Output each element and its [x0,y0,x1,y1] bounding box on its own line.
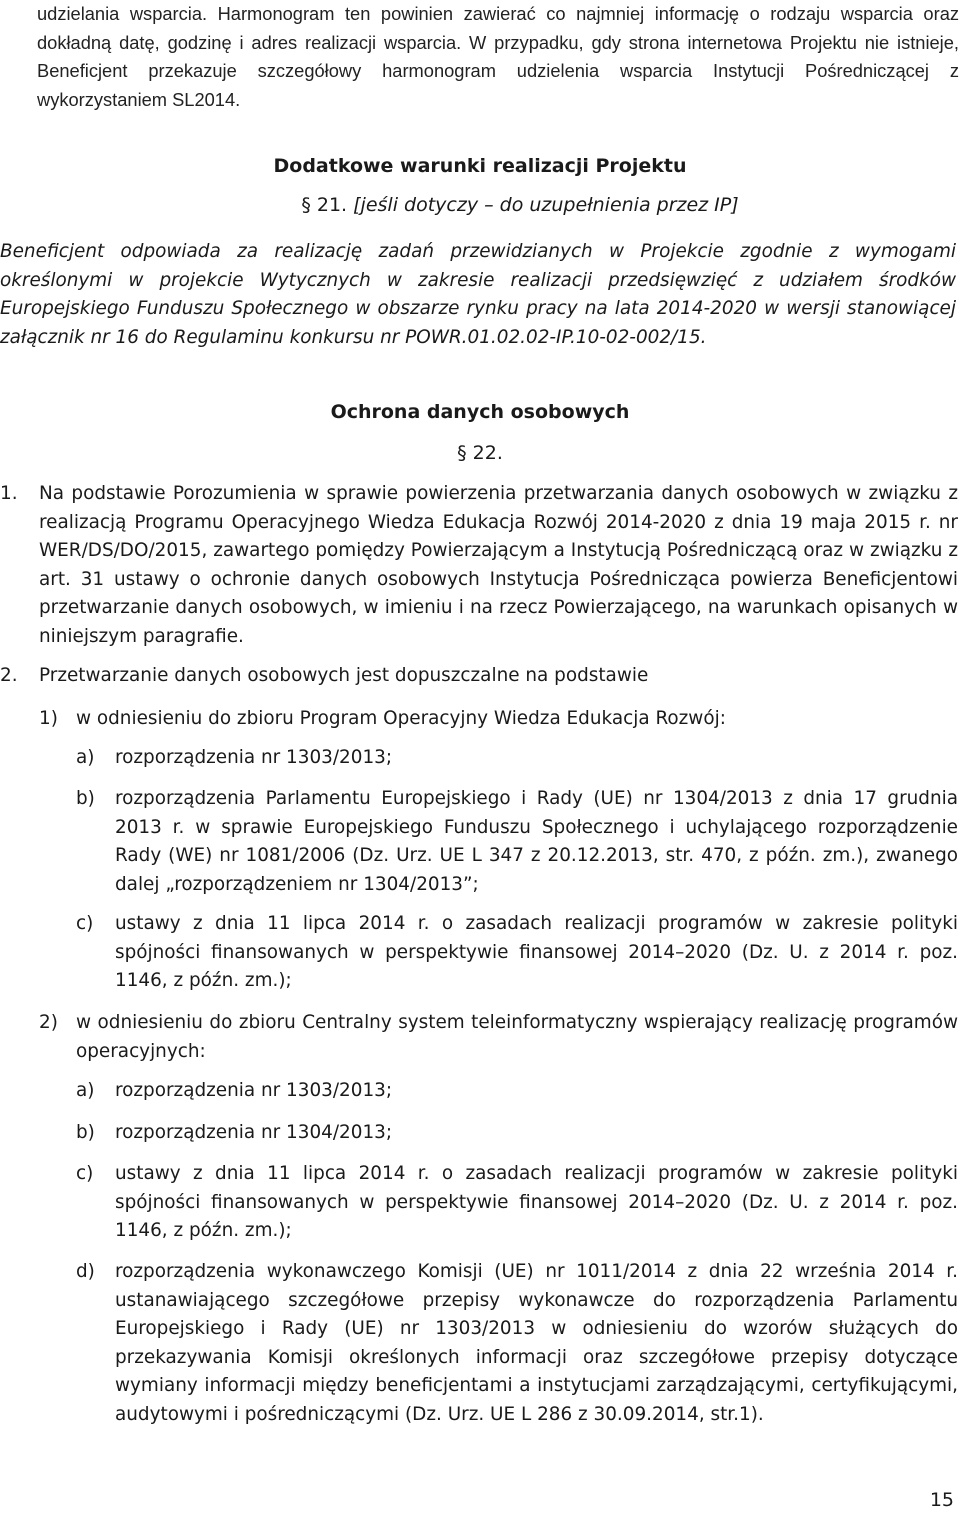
sub-1-text: w odniesieniu do zbioru Program Operacyjny Wiedza Edukacja Rozwój: [76,708,726,729]
section-21-title: Dodatkowe warunki realizacji Projektu [273,155,687,177]
page-number: 15 [929,1489,954,1511]
list-item-sub-2-b [76,1119,958,1148]
intro-paragraph: udzielania wsparcia. Harmonogram ten powinien zawierać co najmniej informację o rodzaju wsparcia oraz dokładną datę, godzinę i adres realizacji wsparcia. W przypadku, gdy strona internetowa Projektu nie istnieje, Beneficjent przekazuje szczegółowy harmonogram udzielenia wsparcia Instytucji Pośredniczącej z wykorzystaniem SL2014. [37,3,959,110]
sub-1-c-text: ustawy z dnia 11 lipca 2014 r. o zasadach realizacji programów w zakresie polityki spójności finansowanych w perspektywie finansowej 2014–2020 (Dz. U. z 2014 r. poz. 1146, z późn. zm.); [115,913,958,991]
list-item-sub-1-a [76,744,958,773]
sub-2-text: w odniesieniu do zbioru Centralny system teleinformatyczny wspierający realizację programów operacyjnych: [76,1012,958,1062]
section-21-note: [jeśli dotyczy – do uzupełnienia przez IP] [353,194,739,216]
sub-2-c-marker: c) [76,1163,94,1184]
sub-2-d-text: rozporządzenia wykonawczego Komisji (UE) nr 1011/2014 z dnia 22 września 2014 r. ustanawiającego szczegółowe przepisy wykonawcze do rozporządzenia Parlamentu Europejskiego i Rady (UE) nr 1303/2013 w odniesieniu do wzorów służących do przekazywania Komisji określonych informacji oraz szczegółowe przepisy dotyczące wymiany informacji między beneficjentami a instytucjami zarządzającymi, certyfikującymi, audytowymi i pośredniczącymi (Dz. Urz. UE L 286 z 30.09.2014, str.1). [115,1261,958,1425]
list-item-sub-1-b [76,785,958,899]
sub-2-b-text: rozporządzenia nr 1304/2013; [115,1122,393,1143]
sub-2-b-marker: b) [76,1122,95,1143]
sub-1-marker: 1) [39,708,58,729]
sub-2-a-text: rozporządzenia nr 1303/2013; [115,1080,393,1101]
point-2-text: Przetwarzanie danych osobowych jest dopuszczalne na podstawie [39,665,649,686]
section-21-number: § 21. [301,194,348,216]
sub-2-marker: 2) [39,1012,58,1033]
sub-2-c-text: ustawy z dnia 11 lipca 2014 r. o zasadach realizacji programów w zakresie polityki spójności finansowanych w perspektywie finansowej 2014–2020 (Dz. U. z 2014 r. poz. 1146, z późn. zm.); [115,1163,958,1241]
sub-1-b-text: rozporządzenia Parlamentu Europejskiego i Rady (UE) nr 1304/2013 z dnia 17 grudnia 2013 r. w sprawie Europejskiego Funduszu Społecznego i uchylającego rozporządzenie Rady (WE) nr 1081/2006 (Dz. Urz. UE L 347 z 20.12.2013, str. 470, z późn. zm.), zwanego dalej „rozporządzeniem nr 1304/2013”; [115,788,958,895]
section-21-body: Beneficjent odpowiada za realizację zadań przewidzianych w Projekcie zgodnie z wymogami określonymi w projekcie Wytycznych w zakresie realizacji przedsięwzięć z udziałem środków Europejskiego Funduszu Społecznego w obszarze rynku pracy na lata 2014-2020 w wersji stanowiącej załącznik nr 16 do Regulaminu konkursu nr POWR.01.02.02-IP.10-02-002/15. [0,241,956,348]
sub-1-b-marker: b) [76,788,95,809]
sub-1-a-marker: a) [76,747,95,768]
point-1-marker: 1. [0,483,18,504]
sub-2-a-marker: a) [76,1080,95,1101]
sub-2-d-marker: d) [76,1261,95,1282]
sub-1-a-text: rozporządzenia nr 1303/2013; [115,747,393,768]
section-21-heading [0,194,960,216]
list-item-sub-2 [39,1009,958,1066]
section-22-number: § 22. [457,442,503,464]
section-22-title: Ochrona danych osobowych [330,401,630,423]
list-item-sub-2-d [76,1258,958,1429]
list-item-sub-2-c [76,1160,958,1246]
list-item-sub-1 [39,705,958,734]
list-item-sub-2-a [76,1077,958,1106]
list-item-point-1 [0,480,958,651]
list-item-sub-1-c [76,910,958,996]
sub-1-c-marker: c) [76,913,94,934]
point-1-text: Na podstawie Porozumienia w sprawie powierzenia przetwarzania danych osobowych w związku z realizacją Programu Operacyjnego Wiedza Edukacja Rozwój 2014-2020 z dnia 19 maja 2015 r. nr WER/DS/DO/2015, zawartego pomiędzy Powierzającym a Instytucją Pośredniczącą oraz w związku z art. 31 ustawy o ochronie danych osobowych Instytucja Pośrednicząca powierza Beneficjentowi przetwarzanie danych osobowych, w imieniu i na rzecz Powierzającego, na warunkach opisanych w niniejszym paragrafie. [39,483,958,647]
point-2-marker: 2. [0,665,18,686]
list-item-point-2 [0,662,958,691]
